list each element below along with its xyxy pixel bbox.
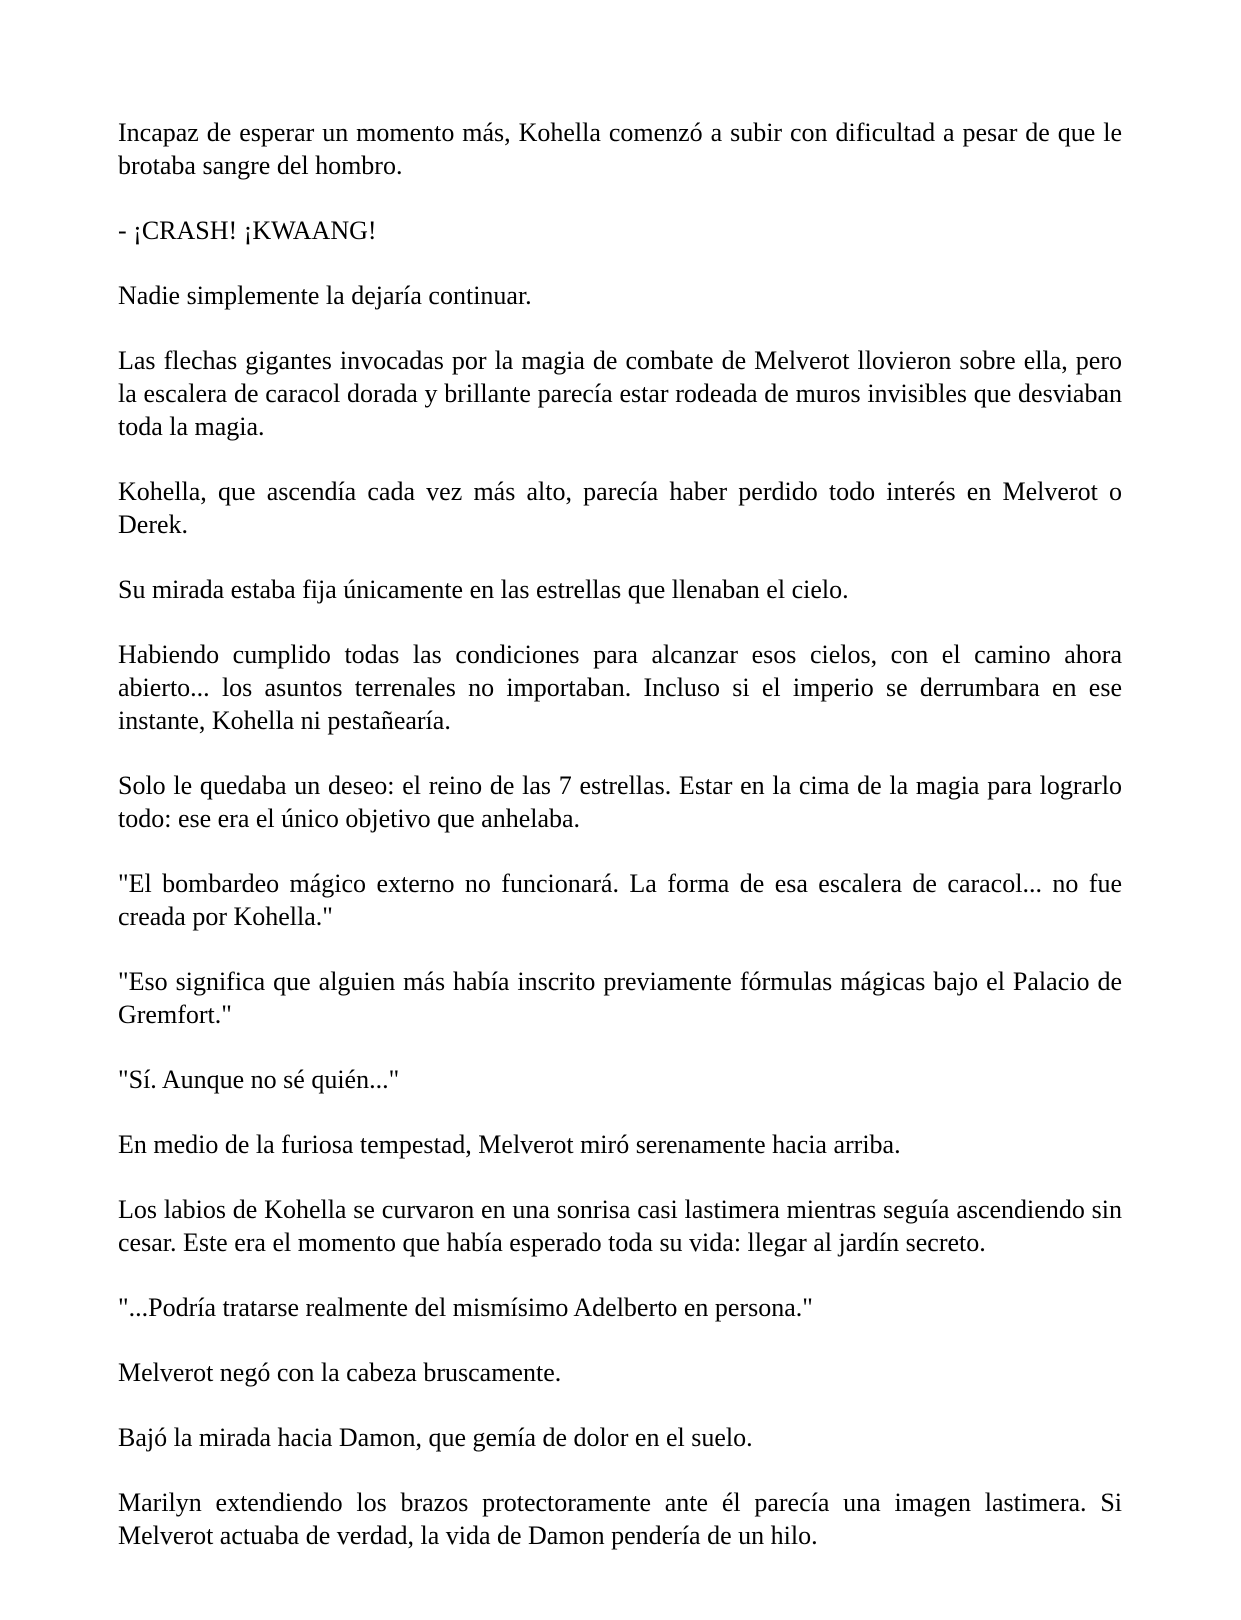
paragraph: "Eso significa que alguien más había inscrito previamente fórmulas mágicas bajo el Palacio de Gremfort." (118, 967, 1122, 1029)
paragraph: Su mirada estaba fija únicamente en las estrellas que llenaban el cielo. (118, 575, 849, 604)
paragraph: "El bombardeo mágico externo no funcionará. La forma de esa escalera de caracol... no fue creada por Kohella." (118, 869, 1122, 931)
paragraph: Nadie simplemente la dejaría continuar. (118, 281, 532, 310)
paragraph: - ¡CRASH! ¡KWAANG! (118, 216, 377, 245)
paragraph: Solo le quedaba un deseo: el reino de las 7 estrellas. Estar en la cima de la magia para lograrlo todo: ese era el único objetivo que anhelaba. (118, 771, 1122, 833)
paragraph: Habiendo cumplido todas las condiciones para alcanzar esos cielos, con el camino ahora abierto... los asuntos terrenales no importaban. Incluso si el imperio se derrumbara en ese instante, Kohella ni pestañearía. (118, 640, 1122, 735)
paragraph: Marilyn extendiendo los brazos protectoramente ante él parecía una imagen lastimera. Si Melverot actuaba de verdad, la vida de Damon pendería de un hilo. (118, 1488, 1122, 1550)
paragraph: Melverot negó con la cabeza bruscamente. (118, 1358, 562, 1387)
paragraph: Las flechas gigantes invocadas por la magia de combate de Melverot llovieron sobre ella, pero la escalera de caracol dorada y brillante parecía estar rodeada de muros invisibles que desviaban toda la magia. (118, 346, 1122, 441)
paragraph: "...Podría tratarse realmente del mismísimo Adelberto en persona." (118, 1293, 813, 1322)
paragraph: Incapaz de esperar un momento más, Kohella comenzó a subir con dificultad a pesar de que le brotaba sangre del hombro. (118, 118, 1122, 180)
paragraph: Los labios de Kohella se curvaron en una sonrisa casi lastimera mientras seguía ascendiendo sin cesar. Este era el momento que había esperado toda su vida: llegar al jardín secreto. (118, 1195, 1122, 1257)
paragraph: Bajó la mirada hacia Damon, que gemía de dolor en el suelo. (118, 1423, 753, 1452)
paragraph: Kohella, que ascendía cada vez más alto, parecía haber perdido todo interés en Melverot o Derek. (118, 477, 1122, 539)
paragraph: En medio de la furiosa tempestad, Melverot miró serenamente hacia arriba. (118, 1130, 901, 1159)
document-body (118, 116, 1122, 1584)
paragraph: "Sí. Aunque no sé quién..." (118, 1065, 400, 1094)
